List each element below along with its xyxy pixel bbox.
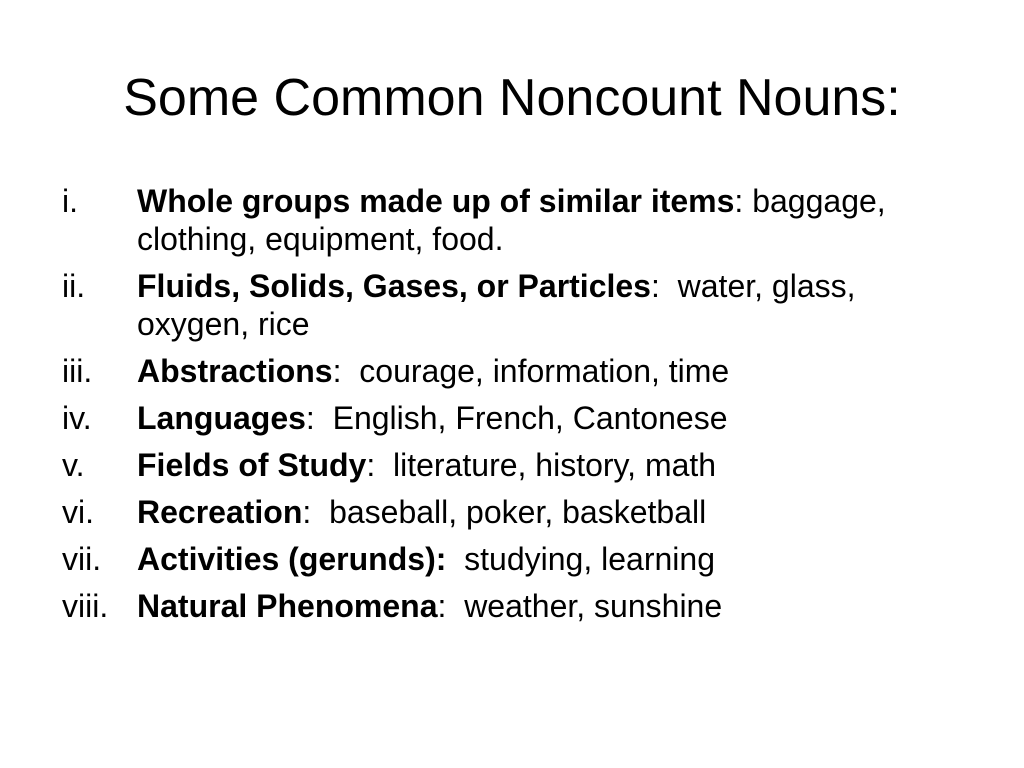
term-separator: : — [366, 447, 376, 483]
list-item-number: vi. — [62, 494, 94, 530]
term-separator: : — [302, 494, 312, 530]
list-item — [62, 446, 962, 484]
list-item-number: viii. — [62, 588, 109, 624]
list-item — [62, 493, 962, 531]
term-separator: : — [437, 588, 447, 624]
category-term: Activities (gerunds): — [137, 541, 447, 577]
term-separator: : — [332, 353, 342, 389]
list-item-number: vii. — [62, 541, 102, 577]
list-item-number: v. — [62, 447, 85, 483]
noun-category-list — [62, 182, 962, 634]
list-item-number: i. — [62, 183, 78, 219]
list-item-content — [137, 399, 962, 437]
slide-title: Some Common Noncount Nouns: — [123, 69, 901, 127]
term-separator: : — [305, 400, 315, 436]
list-item — [62, 587, 962, 625]
category-examples: courage, information, time — [341, 353, 730, 389]
category-examples: literature, history, math — [375, 447, 717, 483]
list-item-content — [137, 267, 962, 343]
category-examples: studying, learning — [446, 541, 715, 577]
category-term: Languages — [137, 400, 306, 436]
list-item — [62, 399, 962, 437]
category-term: Abstractions — [137, 353, 333, 389]
list-item — [62, 540, 962, 578]
term-separator: : — [734, 183, 744, 219]
category-examples: weather, sunshine — [446, 588, 723, 624]
term-separator: : — [650, 268, 660, 304]
list-item-content — [137, 352, 962, 390]
list-item — [62, 267, 962, 343]
list-item-content — [137, 587, 962, 625]
category-examples: baseball, poker, basketball — [311, 494, 707, 530]
category-term: Fields of Study — [137, 447, 367, 483]
category-examples: baggage, clothing, equipment, food. — [137, 183, 886, 257]
list-item-content — [137, 182, 962, 258]
list-item-content — [137, 540, 962, 578]
list-item-number: iii. — [62, 353, 93, 389]
category-term: Recreation — [137, 494, 303, 530]
category-examples: water, glass, oxygen, rice — [137, 268, 865, 342]
list-item — [62, 182, 962, 258]
list-item-content — [137, 493, 962, 531]
category-term: Whole groups made up of similar items — [137, 183, 735, 219]
list-item-number: iv. — [62, 400, 92, 436]
category-term: Natural Phenomena — [137, 588, 438, 624]
category-examples: English, French, Cantonese — [314, 400, 728, 436]
list-item-content — [137, 446, 962, 484]
category-term: Fluids, Solids, Gases, or Particles — [137, 268, 651, 304]
list-item-number: ii. — [62, 268, 86, 304]
list-item — [62, 352, 962, 390]
